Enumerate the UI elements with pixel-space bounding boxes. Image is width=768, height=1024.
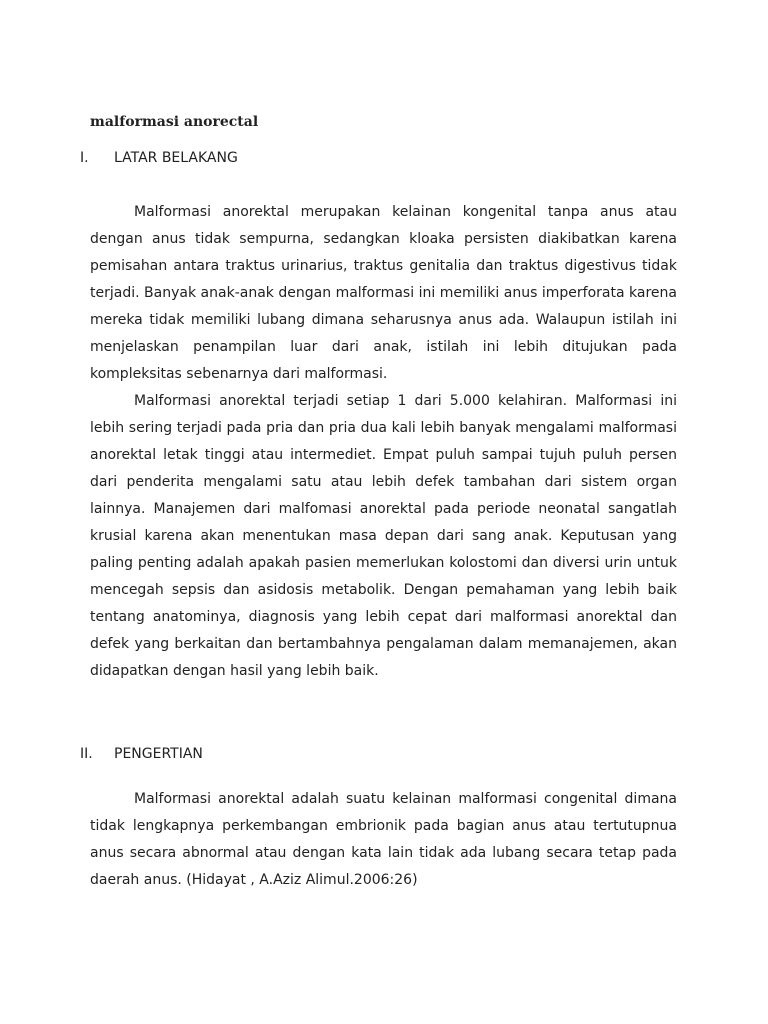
paragraph-pengertian-1: Malformasi anorektal adalah suatu kelainan malformasi congenital dimana tidak lengkapnya perkembangan embrionik pada bagian anus atau tertutupnua anus secara abnormal atau dengan kata lain tidak ada lubang secara tetap pada daerah anus. (Hidayat , A.Aziz Alimul.2006:26) [90, 791, 677, 888]
section-title: LATAR BELAKANG [114, 150, 238, 166]
section-title: PENGERTIAN [114, 746, 203, 762]
paragraph-latar-belakang-2: Malformasi anorektal terjadi setiap 1 dari 5.000 kelahiran. Malformasi ini lebih sering terjadi pada pria dan pria dua kali lebih banyak mengalami malformasi anorektal letak tinggi atau intermediet. Empat puluh sampai tujuh puluh persen dari penderita mengalami satu atau lebih defek tambahan dari sistem organ lainnya. Manajemen dari malfomasi anorektal pada periode neonatal sangatlah krusial karena akan menentukan masa depan dari sang anak. Keputusan yang paling penting adalah apakah pasien memerlukan kolostomi dan diversi urin untuk mencegah sepsis dan asidosis metabolik. Dengan pemahaman yang lebih baik tentang anatominya, diagnosis yang lebih cepat dari malformasi anorektal dan defek yang berkaitan dan bertambahnya pengalaman dalam memanajemen, akan didapatkan dengan hasil yang lebih baik. [90, 393, 677, 679]
section-heading-latar-belakang [80, 148, 238, 168]
section-heading-pengertian [80, 744, 203, 764]
document-title: malformasi anorectal [90, 114, 259, 130]
paragraph-latar-belakang-1: Malformasi anorektal merupakan kelainan kongenital tanpa anus atau dengan anus tidak sempurna, sedangkan kloaka persisten diakibatkan karena pemisahan antara traktus urinarius, traktus genitalia dan traktus digestivus tidak terjadi. Banyak anak-anak dengan malformasi ini memiliki anus imperforata karena mereka tidak memiliki lubang dimana seharusnya anus ada. Walaupun istilah ini menjelaskan penampilan luar dari anak, istilah ini lebih ditujukan pada kompleksitas sebenarnya dari malformasi. [90, 204, 677, 382]
section-number: II. [80, 746, 93, 762]
section-number: I. [80, 150, 89, 166]
